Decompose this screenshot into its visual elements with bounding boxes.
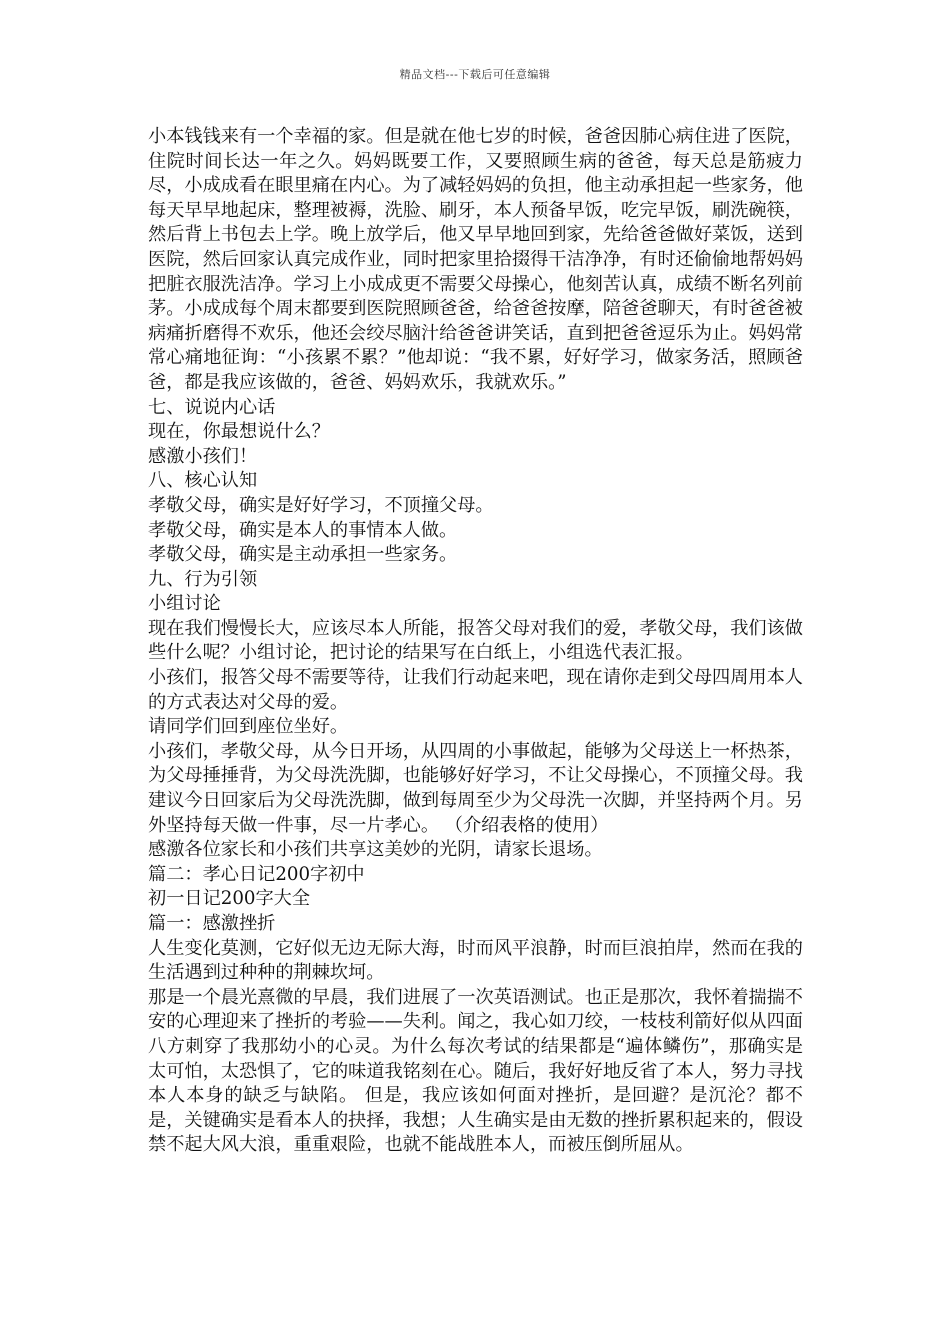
paragraph: 感激小孩们！ bbox=[148, 445, 258, 467]
paragraph: 孝敬父母，确实是本人的事情本人做。 bbox=[148, 519, 458, 541]
paragraph: 现在，你最想说什么？ bbox=[148, 421, 330, 443]
paragraph: 孝敬父母，确实是好好学习，不顶撞父母。 bbox=[148, 494, 494, 516]
article-subtitle: 初一日记200字大全 bbox=[148, 888, 311, 910]
page-header: 精品文档---下载后可任意编辑 bbox=[399, 68, 551, 81]
paragraph: 小孩们，孝敬父母，从今日开场，从四周的小事做起，能够为父母送上一杯热茶，为父母捶捶背，为父母洗洗脚，也能够好好学习，不让父母操心，不顶撞父母。我建议今日回家后为父母洗洗脚，做到每周至少为父母洗一次脚，并坚持两个月。另外坚持每天做一件事，尽一片孝心。 （介绍表格的使用） bbox=[148, 740, 803, 836]
section-heading-7: 七、说说内心话 bbox=[148, 396, 276, 418]
paragraph-story: 小本钱钱来有一个幸福的家。但是就在他七岁的时候，爸爸因肺心病住进了医院，住院时间长达一年之久。妈妈既要工作，又要照顾生病的爸爸，每天总是筋疲力尽，小成成看在眼里痛在内心。为了减轻妈妈的负担，他主动承担起一些家务，他每天早早地起床，整理被褥，洗脸、刷牙，本人预备早饭，吃完早饭，刷洗碗筷，然后背上书包去上学。晚上放学后，他又早早地回到家，先给爸爸做好菜饭，送到医院，然后回家认真完成作业，同时把家里拾掇得干洁净净，有时还偷偷地帮妈妈把脏衣服洗洁净。学习上小成成更不需要父母操心，他刻苦认真，成绩不断名列前茅。小成成每个周末都要到医院照顾爸爸，给爸爸按摩，陪爸爸聊天，有时爸爸被病痛折磨得不欢乐，他还会绞尽脑汁给爸爸讲笑话，直到把爸爸逗乐为止。妈妈常常心痛地征询：“小孩累不累？”他却说：“我不累，好好学习，做家务活，照顾爸爸，都是我应该做的，爸爸、妈妈欢乐，我就欢乐。” bbox=[148, 126, 803, 393]
paragraph: 请同学们回到座位坐好。 bbox=[148, 716, 349, 738]
article-heading-2: 篇二：孝心日记200字初中 bbox=[148, 863, 365, 885]
paragraph: 感激各位家长和小孩们共享这美妙的光阴，请家长退场。 bbox=[148, 839, 603, 861]
paragraph: 现在我们慢慢长大，应该尽本人所能，报答父母对我们的爱，孝敬父母，我们该做些什么呢？小组讨论，把讨论的结果写在白纸上，小组选代表汇报。 bbox=[148, 617, 803, 664]
paragraph: 人生变化莫测，它好似无边无际大海，时而风平浪静，时而巨浪拍岸，然而在我的生活遇到过种种的荆棘坎坷。 bbox=[148, 937, 803, 984]
section-heading-8: 八、核心认知 bbox=[148, 470, 258, 492]
article-heading-1: 篇一：感激挫折 bbox=[148, 913, 276, 934]
section-heading-9: 九、行为引领 bbox=[148, 568, 258, 590]
paragraph: 孝敬父母，确实是主动承担一些家务。 bbox=[148, 544, 458, 566]
document-body bbox=[148, 125, 803, 1158]
paragraph: 小孩们，报答父母不需要等待，让我们行动起来吧，现在请你走到父母四周用本人的方式表达对父母的爱。 bbox=[148, 667, 803, 713]
paragraph: 那是一个晨光熹微的早晨，我们进展了一次英语测试。也正是那次，我怀着揣揣不安的心理迎来了挫折的考验——失利。闻之，我心如刀绞，一枝枝利箭好似从四面八方刺穿了我那幼小的心灵。为什么每次考试的结果都是“遍体鳞伤”，那确实是太可怕，太恐惧了，它的味道我铭刻在心。随后，我好好地反省了本人，努力寻找本人本身的缺乏与缺陷。 但是，我应该如何面对挫折，是回避？是沉沦？都不是，关键确实是看本人的抉择，我想；人生确实是由无数的挫折累积起来的，假设禁不起大风大浪，重重艰险，也就不能战胜本人，而被压倒所屈从。 bbox=[148, 986, 803, 1156]
subheading-group-discussion: 小组讨论 bbox=[148, 593, 221, 615]
